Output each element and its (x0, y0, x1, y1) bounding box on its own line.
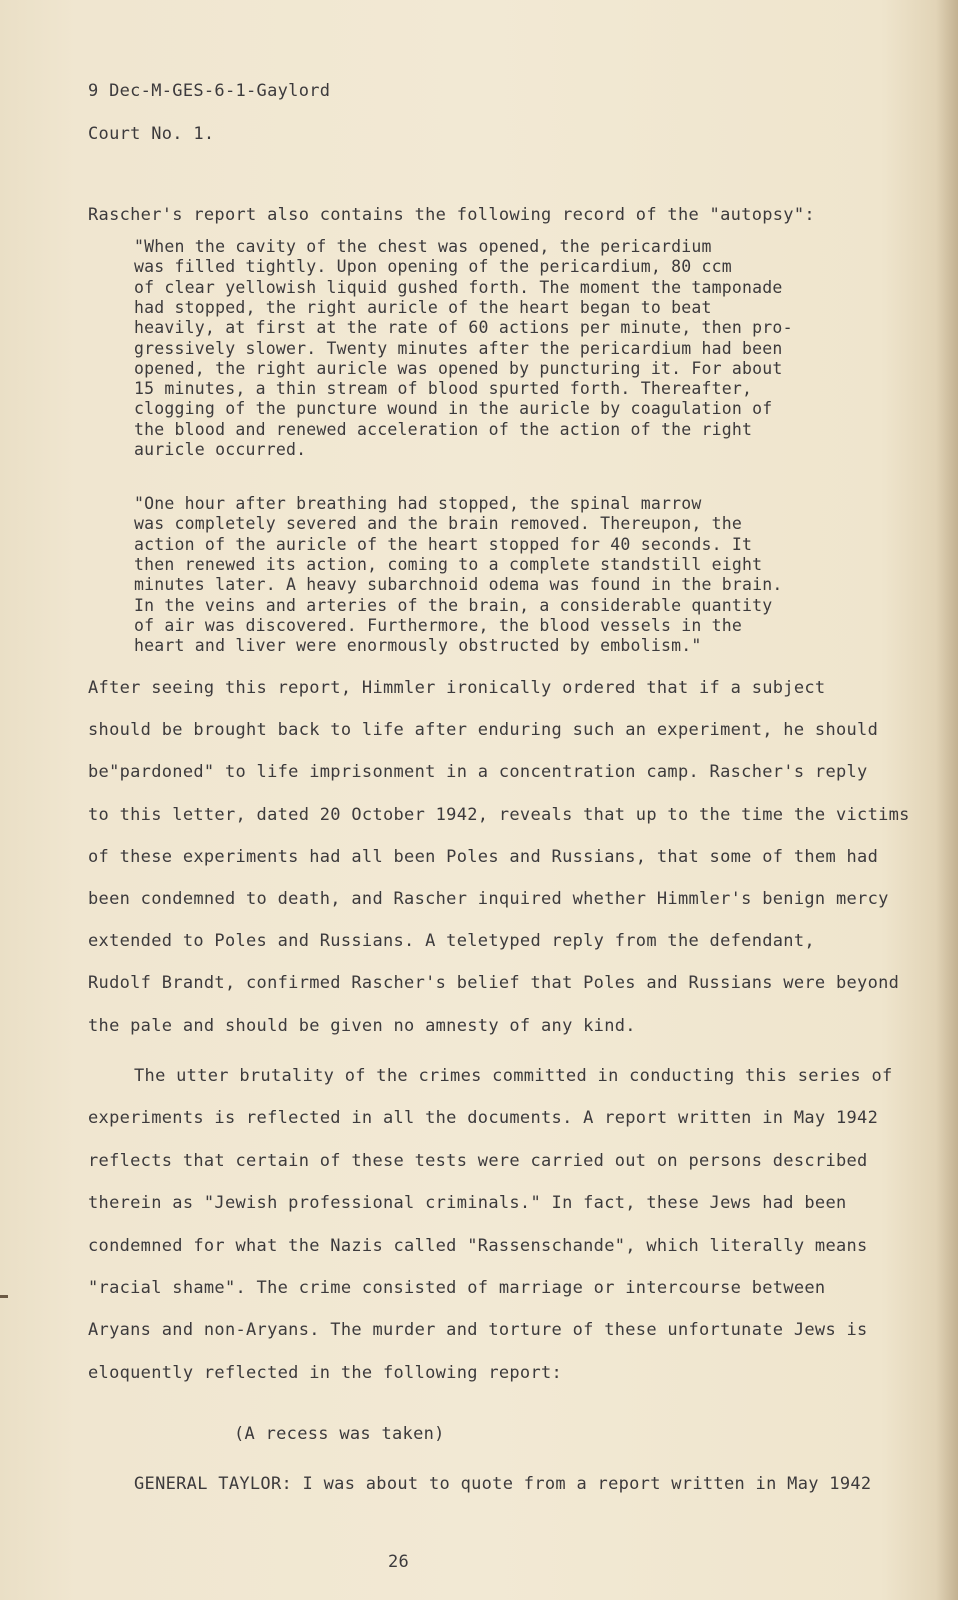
quote1-line: was filled tightly. Upon opening of the pericardium, 80 ccm (134, 257, 732, 276)
para1-line: Rudolf Brandt, confirmed Rascher's belief that Poles and Russians were beyond (88, 973, 900, 993)
document-reference: 9 Dec-M-GES-6-1-Gaylord (88, 81, 331, 101)
para1-line: be"pardoned" to life imprisonment in a concentration camp. Rascher's reply (88, 762, 868, 782)
para2-line: "racial shame". The crime consisted of marriage or intercourse between (88, 1278, 826, 1298)
para1-line: After seeing this report, Himmler ironically ordered that if a subject (88, 678, 826, 698)
para2-line: reflects that certain of these tests were carried out on persons described (88, 1151, 868, 1171)
quote1-line: had stopped, the right auricle of the heart began to beat (134, 298, 712, 317)
quote2-line: In the veins and arteries of the brain, a considerable quantity (134, 596, 773, 615)
quote1-line: opened, the right auricle was opened by puncturing it. For about (134, 359, 783, 378)
para2-line: Aryans and non-Aryans. The murder and torture of these unfortunate Jews is (88, 1320, 868, 1340)
quote2-line: of air was discovered. Furthermore, the blood vessels in the (134, 616, 743, 635)
quote2-line: minutes later. A heavy subarchnoid odema was found in the brain. (134, 575, 783, 594)
quote2-line: then renewed its action, coming to a complete standstill eight (134, 555, 763, 574)
quote1-line: gressively slower. Twenty minutes after the pericardium had been (134, 339, 783, 358)
para1-line: the pale and should be given no amnesty of any kind. (88, 1016, 636, 1036)
recess-note: (A recess was taken) (234, 1424, 445, 1444)
quote2-line: heart and liver were enormously obstructed by embolism." (134, 636, 702, 655)
para1-line: extended to Poles and Russians. A teletyped reply from the defendant, (88, 931, 815, 951)
quote2-line: "One hour after breathing had stopped, the spinal marrow (134, 494, 702, 513)
closing-statement: GENERAL TAYLOR: I was about to quote from a report written in May 1942 (134, 1474, 872, 1494)
para1-line: been condemned to death, and Rascher inquired whether Himmler's benign mercy (88, 889, 889, 909)
quote2-line: was completely severed and the brain removed. Thereupon, the (134, 514, 743, 533)
quote1-line: 15 minutes, a thin stream of blood spurted forth. Thereafter, (134, 379, 753, 398)
para1-line: should be brought back to life after enduring such an experiment, he should (88, 720, 879, 740)
quote1-line: clogging of the puncture wound in the auricle by coagulation of (134, 399, 773, 418)
para1-line: to this letter, dated 20 October 1942, reveals that up to the time the victims (88, 805, 910, 825)
para2-line: The utter brutality of the crimes committed in conducting this series of (134, 1066, 893, 1086)
para2-line: experiments is reflected in all the documents. A report written in May 1942 (88, 1108, 879, 1128)
page-number: 26 (388, 1552, 410, 1572)
punch-mark (0, 1295, 8, 1298)
quote1-line: heavily, at first at the rate of 60 actions per minute, then pro- (134, 318, 793, 337)
intro-line: Rascher's report also contains the following record of the "autopsy": (88, 205, 815, 225)
quote1-line: auricle occurred. (134, 440, 307, 459)
quote1-line: the blood and renewed acceleration of the action of the right (134, 420, 753, 439)
quote1-line: "When the cavity of the chest was opened, the pericardium (134, 237, 712, 256)
quote1-line: of clear yellowish liquid gushed forth. The moment the tamponade (134, 278, 783, 297)
court-number: Court No. 1. (88, 124, 215, 144)
quote2-line: action of the auricle of the heart stopped for 40 seconds. It (134, 535, 753, 554)
para2-line: condemned for what the Nazis called "Rassenschande", which literally means (88, 1236, 868, 1256)
para2-line: therein as "Jewish professional criminals." In fact, these Jews had been (88, 1193, 847, 1213)
para2-line: eloquently reflected in the following report: (88, 1363, 563, 1383)
para1-line: of these experiments had all been Poles and Russians, that some of them had (88, 847, 879, 867)
